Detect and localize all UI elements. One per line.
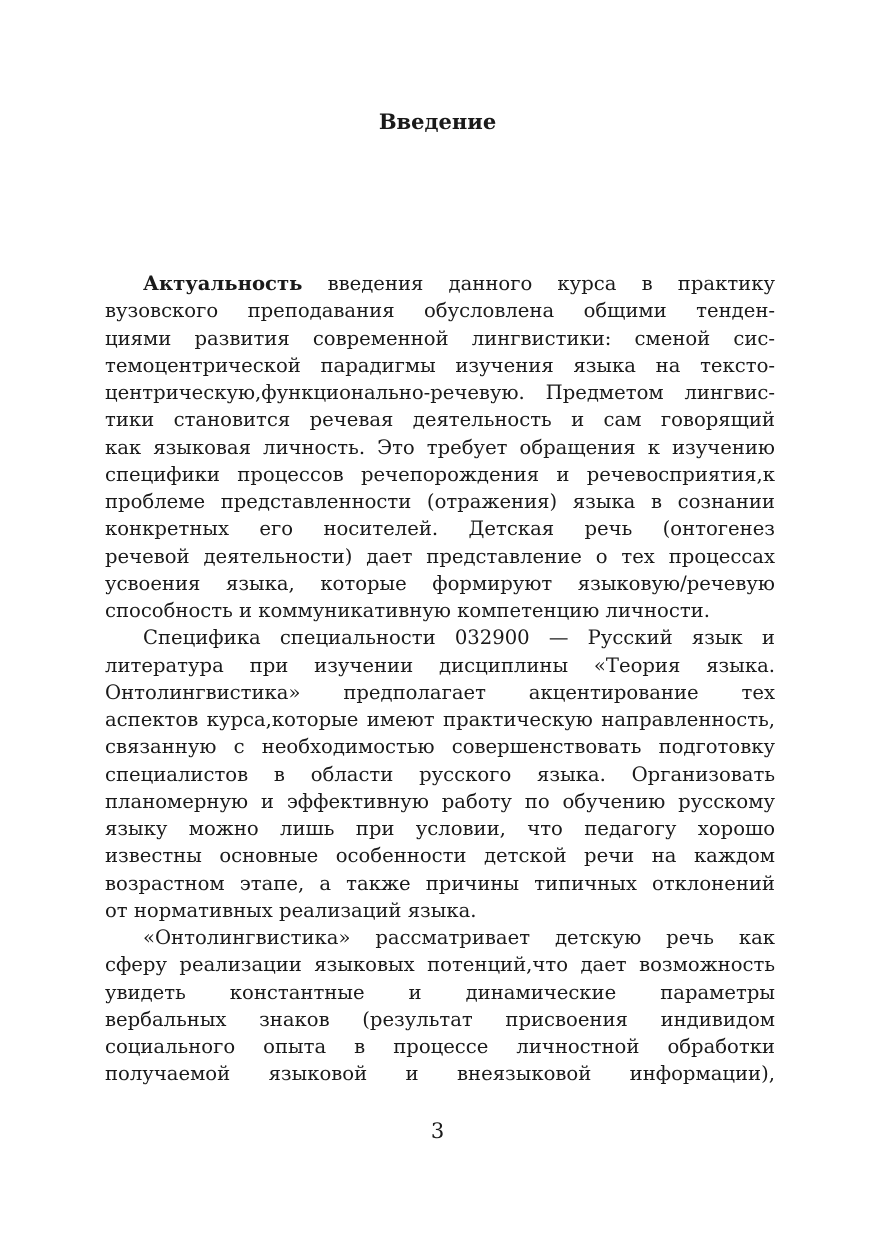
text-line: специалистов в области русского языка. Организовать <box>105 762 775 786</box>
text-line: «Онтолингвистика» рассматривает детскую речь как <box>143 926 775 949</box>
page-title: Введение <box>378 109 497 134</box>
text-line: усвоения языка, которые формируют языковую/речевую <box>105 571 775 595</box>
paragraph-relevance <box>105 270 775 624</box>
text-line: возрастном этапе, а также причины типичных отклонений <box>105 871 775 895</box>
text-line: получаемой языковой и внеязыковой информации), <box>105 1062 775 1086</box>
text-line: Онтолингвистика» предполагает акцентирование тех <box>105 680 775 704</box>
text-line: вузовского преподавания обусловлена общими тенден- <box>105 299 775 323</box>
text-line: речевой деятельности) дает представление о тех процессах <box>105 544 775 568</box>
text-line: способность и коммуникативную компетенцию личности. <box>105 599 710 622</box>
text-line: связанную с необходимостью совершенствовать подготовку <box>105 735 775 759</box>
text-line: Специфика специальности 032900 — Русский язык и <box>143 626 775 650</box>
lead-term: Актуальность <box>143 272 303 295</box>
text-line: тики становится речевая деятельность и сам говорящий <box>105 408 775 432</box>
text-line: проблеме представленности (отражения) языка в сознании <box>105 490 775 513</box>
paragraph-ontolinguistics <box>105 924 775 1088</box>
text-line: известны основные особенности детской речи на каждом <box>105 844 775 868</box>
text-line: от нормативных реализаций языка. <box>105 898 477 922</box>
text-line: Актуальность введения данного курса в практику <box>143 272 775 295</box>
text-line: социального опыта в процессе личностной обработки <box>105 1035 775 1058</box>
text-line: языку можно лишь при условии, что педагогу хорошо <box>105 817 775 840</box>
text-line: литература при изучении дисциплины «Теория языка. <box>105 653 775 677</box>
body-text <box>105 270 775 1088</box>
text-line: сферу реализации языковых потенций,что дает возможность <box>105 953 775 977</box>
text-line: увидеть константные и динамические параметры <box>105 980 775 1004</box>
text-line: конкретных его носителей. Детская речь (онтогенез <box>105 517 775 541</box>
text-line: темоцентрической парадигмы изучения языка на тексто- <box>105 353 775 377</box>
text-line: центрическую,функционально-речевую. Предметом лингвис- <box>105 381 775 404</box>
paragraph-specialty <box>105 624 775 924</box>
text-line: специфики процессов речепорождения и речевосприятия,к <box>105 462 775 486</box>
page-number: 3 <box>430 1119 445 1143</box>
text-line: как языковая личность. Это требует обращения к изучению <box>105 435 775 459</box>
text-line: циями развития современной лингвистики: сменой сис- <box>105 326 775 350</box>
text-line: аспектов курса,которые имеют практическую направленность, <box>105 708 775 731</box>
text-line: планомерную и эффективную работу по обучению русскому <box>105 789 775 813</box>
text-line: вербальных знаков (результат присвоения индивидом <box>105 1007 775 1031</box>
